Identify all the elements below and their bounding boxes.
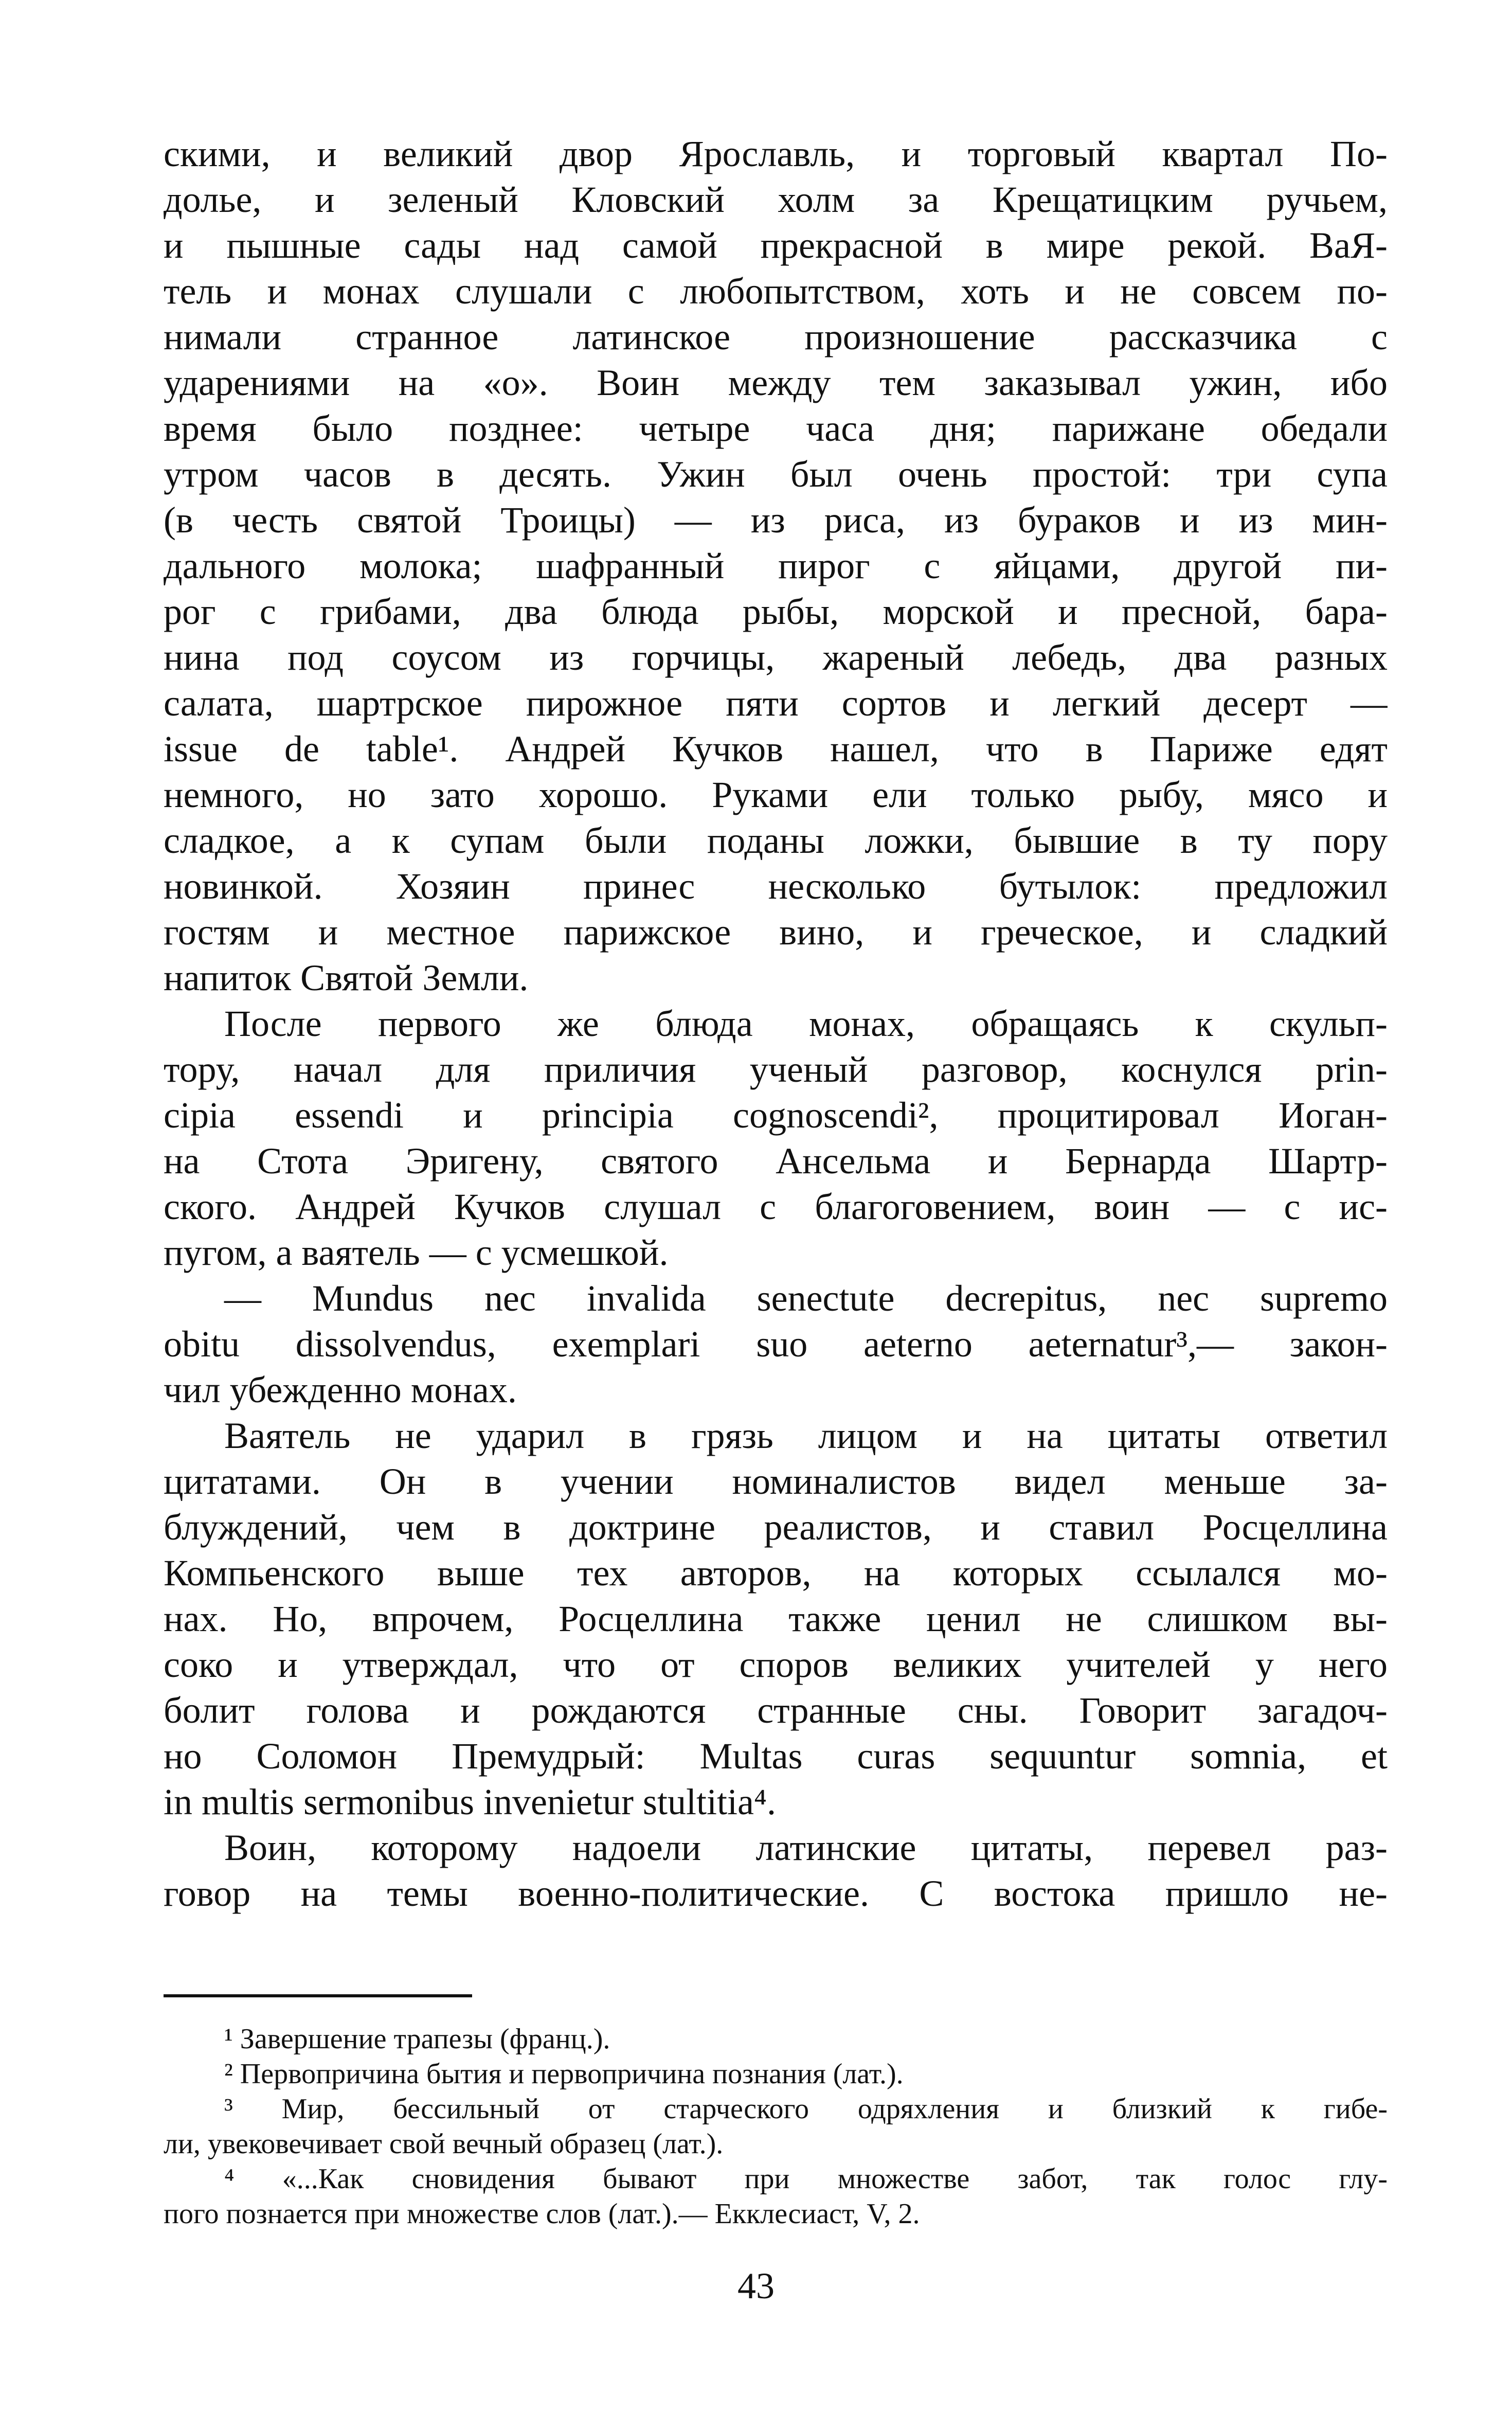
text-line: долье, и зеленый Кловский холм за Крещатицким ручьем, xyxy=(164,179,1388,220)
text-line: говор на темы военно-политические. С востока пришло не- xyxy=(164,1873,1388,1914)
text-line: issue de table¹. Андрей Кучков нашел, что в Париже едят xyxy=(164,728,1388,770)
text-line: время было позднее: четыре часа дня; парижане обедали xyxy=(164,408,1388,449)
text-line: но Соломон Премудрый: Multas curas sequuntur somnia, et xyxy=(164,1736,1388,1777)
footnote-4-continuation: пого познается при множестве слов (лат.).— Екклесиаст, V, 2. xyxy=(164,2198,920,2230)
text-line: и пышные сады над самой прекрасной в мире рекой. ВаЯ- xyxy=(164,225,1388,266)
text-line: блуждений, чем в доктрине реалистов, и ставил Росцеллина xyxy=(164,1507,1388,1548)
text-line: рог с грибами, два блюда рыбы, морской и пресной, бара- xyxy=(164,591,1388,632)
text-line: нина под соусом из горчицы, жареный лебедь, два разных xyxy=(164,637,1388,678)
paragraph-first-line: Воин, которому надоели латинские цитаты, перевел раз- xyxy=(224,1827,1388,1868)
text-line: салата, шартрское пирожное пяти сортов и легкий десерт — xyxy=(164,683,1388,724)
text-line: чил убежденно монах. xyxy=(164,1369,517,1410)
footnote-divider xyxy=(164,1994,472,1997)
text-line: сладкое, а к супам были поданы ложки, бывшие в ту пору xyxy=(164,820,1388,861)
text-line: ударениями на «о». Воин между тем заказывал ужин, ибо xyxy=(164,362,1388,403)
text-line: соко и утверждал, что от споров великих учителей у него xyxy=(164,1644,1388,1685)
text-line: тель и монах слушали с любопытством, хоть и не совсем по- xyxy=(164,271,1388,312)
text-line: дального молока; шафранный пирог с яйцами, другой пи- xyxy=(164,545,1388,586)
footnote-3: ³ Мир, бессильный от старческого одряхления и близкий к гибе- xyxy=(224,2093,1388,2125)
footnotes xyxy=(164,2022,1388,2231)
footnote-4: ⁴ «...Как сновидения бывают при множестве забот, так голос глу- xyxy=(224,2163,1388,2195)
text-line: утром часов в десять. Ужин был очень простой: три супа xyxy=(164,454,1388,495)
text-line: цитатами. Он в учении номиналистов видел меньше за- xyxy=(164,1461,1388,1502)
paragraph-first-line: Ваятель не ударил в грязь лицом и на цитаты ответил xyxy=(224,1415,1388,1456)
footnote-1: ¹ Завершение трапезы (франц.). xyxy=(224,2023,610,2055)
text-line: in multis sermonibus invenietur stultitia⁴. xyxy=(164,1781,777,1822)
main-text xyxy=(164,131,1388,1917)
text-line: (в честь святой Троицы) — из риса, из бураков и из мин- xyxy=(164,499,1388,541)
text-line: новинкой. Хозяин принес несколько бутылок: предложил xyxy=(164,866,1388,907)
text-line: напиток Святой Земли. xyxy=(164,957,529,998)
text-line: тору, начал для приличия ученый разговор, коснулся prin- xyxy=(164,1049,1388,1090)
text-line: нах. Но, впрочем, Росцеллина также ценил не слишком вы- xyxy=(164,1598,1388,1639)
text-line: cipia essendi и principia cognoscendi², процитировал Иоган- xyxy=(164,1095,1388,1136)
text-line: немного, но зато хорошо. Руками ели только рыбу, мясо и xyxy=(164,774,1388,815)
paragraph-first-line: После первого же блюда монах, обращаясь к скульп- xyxy=(224,1003,1388,1044)
text-line: скими, и великий двор Ярославль, и торговый квартал По- xyxy=(164,133,1388,174)
text-line: ского. Андрей Кучков слушал с благоговением, воин — с ис- xyxy=(164,1186,1388,1227)
footnote-3-continuation: ли, увековечивает свой вечный образец (лат.). xyxy=(164,2128,724,2160)
paragraph-first-line: — Mundus nec invalida senectute decrepitus, nec supremo xyxy=(224,1278,1388,1319)
text-line: болит голова и рождаются странные сны. Говорит загадоч- xyxy=(164,1690,1388,1731)
text-line: на Стота Эригену, святого Ансельма и Бернарда Шартр- xyxy=(164,1140,1388,1182)
text-line: пугом, а ваятель — с усмешкой. xyxy=(164,1232,669,1273)
footnote-2: ² Первопричина бытия и первопричина познания (лат.). xyxy=(224,2058,904,2090)
page-number: 43 xyxy=(737,2265,775,2306)
text-line: гостям и местное парижское вино, и греческое, и сладкий xyxy=(164,911,1388,953)
text-line: obitu dissolvendus, exemplari suo aeterno aeternatur³,— закон- xyxy=(164,1324,1388,1365)
text-line: нимали странное латинское произношение рассказчика с xyxy=(164,316,1388,357)
text-line: Компьенского выше тех авторов, на которых ссылался мо- xyxy=(164,1552,1388,1594)
